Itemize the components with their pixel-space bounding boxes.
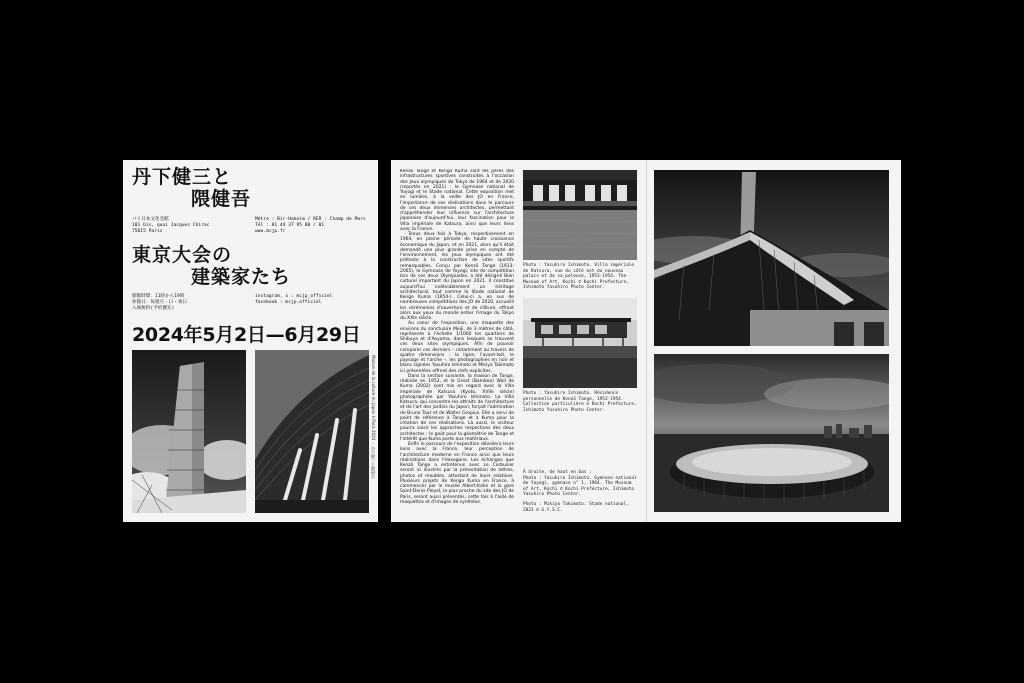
hours-line-1: 開館時間：11時から19時 — [132, 294, 185, 299]
hours-line-2: 休館日：毎週月・日・祝日 — [132, 300, 188, 305]
venue-name: パリ日本文化会館 — [132, 217, 169, 222]
caption-tange-residence: Photo : Yasuhiro Ishimoto. Résidence personnelle de Kenzō Tange, 1953-1954. Collection particulière © Kochi Prefecture, Ishimoto Yasuhiro Photo Center. — [523, 391, 637, 413]
caption-katsura: Photo : Yasuhiro Ishimoto. Villa impériale de Katsura, vue du côté est du nouveau palais et de sa pelouse, 1953-1954. The Museum of Art, Kochi © Kochi Prefecture, Ishimoto Yasuhiro Photo Center. — [523, 263, 635, 291]
article-paragraph: Au coeur de l'exposition, une maquette des environs du sanctuaire Meiji, de 3 mètres de côté, représente à l'échelle 1/1000 les quartiers de Shibuya et d'Aoyama, dans lesquels se trouvent ces deux sites olympiques. Afin de pouvoir comparer ces derniers – notamment au travers de quatre dimensions : la ligne, l'avant-toit, le paysage et l'arche –, les photographies en noir et blanc signées Yasuhiro Ishimoto et Mikiya Takimoto ici présentées offrent des clefs explicites. — [400, 321, 514, 374]
article-paragraph: Tenus deux fois à Tokyo, respectivement en 1964, en pleine période de haute croissance économique du Japon, et en 2021, alors qu'il était demandé une plus grande prise en compte de l'environnement, les Jeux olympiques ont été prétexte à la construction de sites sportifs remarquables. Conçu par Kenzō Tange (1913-2005), le Gymnase de Yoyogi, site de compétition lors de ces deux Olympiades, a été désigné Bien culturel important du Japon en 2021. Il constitue aujourd'hui indéniablement un héritage architectural, tout comme le Stade national de Kengo Kuma (1954-). Celui-ci a, en sus de nombreuses compétitions des JO de 2020, accueilli les cérémonies d'ouverture et de clôture, offrant alors aux yeux du monde entier l'image du Tokyo du XXIe siècle. — [400, 232, 514, 321]
social-block — [255, 294, 332, 306]
exhibition-dates: 2024年5月2日—6月29日 — [132, 324, 361, 346]
article-paragraph: Kenzō Tange et Kengo Kuma sont les pères des infrastructures sportives construites à l'occasion des Jeux olympiques de Tokyo de 1964 et de 2020 (reportés en 2021) : le Gymnase national de Yoyogi et le Stade national. Cette exposition met en lumière, à la veille des JO en France, l'importance de ces réalisations dans le parcours de ces deux immenses architectes, permettant d'appréhender leur influence sur l'architecture japonaise d'aujourd'hui, leur fascination pour la Villa impériale de Katsura, ainsi que leurs liens avec la France. — [400, 169, 514, 232]
cover-vertical-note: Maison de la culture du Japon à Paris 2024 ・ 丹下健三と隈研吾 — [371, 355, 376, 479]
hours-line-3: 入場無料(予約優先) — [132, 306, 175, 311]
caption-right-column — [523, 470, 638, 513]
cover-page — [123, 160, 378, 522]
access-block — [255, 217, 366, 235]
address-line-1: 101 bis, quai Jacques Chirac — [132, 223, 210, 228]
article-paragraph: Dans la section suivante, la maison de Tange, réalisée en 1953, et le Great (Bamboo) Wall de Kuma (2002) sont mis en regard avec la Villa impériale de Katsura (Kyoto, XVIIe siècle) photographiée par Yasuhiro Ishimoto. La Villa Katsura, qui concentre les attraits de l'architecture et de l'art des jardins du Japon, forçait l'admiration de Bruno Taut et de Walter Gropius. Elle a servi de point de référence à Tange et à Kuma pour la création de ces réalisations. Là aussi, le visiteur pourra saisir les approches respectives des deux architectes : le goût pour la géométrie de Tange et l'intérêt que Kuma porte aux matériaux. — [400, 373, 514, 442]
venue-block — [132, 217, 209, 235]
caption-national-stadium: Photo : Mikiya Takimoto. Stade national, 2023 © G.Y.S.C. — [523, 501, 629, 513]
photo-national-stadium — [654, 354, 889, 512]
photo-tange-residence — [523, 298, 637, 388]
inner-spread — [391, 160, 901, 522]
address-line-2: 75015 Paris — [132, 229, 163, 234]
cover-photo-yoyogi-tower — [132, 350, 246, 513]
article-body — [400, 169, 514, 514]
website-link[interactable]: www.mcjp.fr — [255, 229, 286, 234]
photo-katsura-villa — [523, 170, 637, 260]
photo-yoyogi-gymnasium — [654, 170, 889, 346]
cover-photo-gymnasium-roof — [255, 350, 369, 513]
title-line-2: 隈健吾 — [191, 188, 252, 210]
caption-yoyogi-gymnasium: Photo : Yasuhiro Ishimoto. Gymnase national de Yoyogi, gymnase n° 1, 1964. The Museum of Art, Kochi © Kochi Prefecture, Ishimoto Yasuhiro Photo Center. — [523, 475, 637, 498]
subtitle-line-2: 建築家たち — [191, 266, 292, 288]
metro-info: Métro : Bir-Hakeim / RER : Champ de Mars — [255, 217, 366, 222]
hours-block — [132, 294, 187, 312]
tel-info: Tél : 01 44 37 95 00 / 01 — [255, 223, 325, 228]
article-paragraph: Enfin le parcours de l'exposition dévoilera leurs liens avec la France, leur perception de l'architecture moderne en France ainsi que leurs réalisations dans l'Hexagone. Les échanges que Kenzō Tange a entretenus avec Le Corbusier seront ici illustrés par la présentation de lettres, photos et meubles, attestant de leurs relations. Plusieurs projets de Kengo Kuma en France, à commencer par le musée Albert-Kahn et la gare Saint-Denis Pleyel, la plus proche du site des JO de Paris, seront aussi présentés, cette fois à l'aide de maquettes et d'images de synthèse. — [400, 442, 514, 505]
page-fold — [646, 160, 647, 522]
social-instagram-x[interactable]: instagram, x : mcjp_officiel — [255, 294, 333, 299]
caption-heading: À droite, de haut en bas : — [523, 470, 592, 475]
subtitle-line-1: 東京大会の — [132, 244, 233, 266]
social-facebook[interactable]: facebook : mcjp.officiel — [255, 300, 322, 305]
title-line-1: 丹下健三と — [132, 166, 233, 188]
